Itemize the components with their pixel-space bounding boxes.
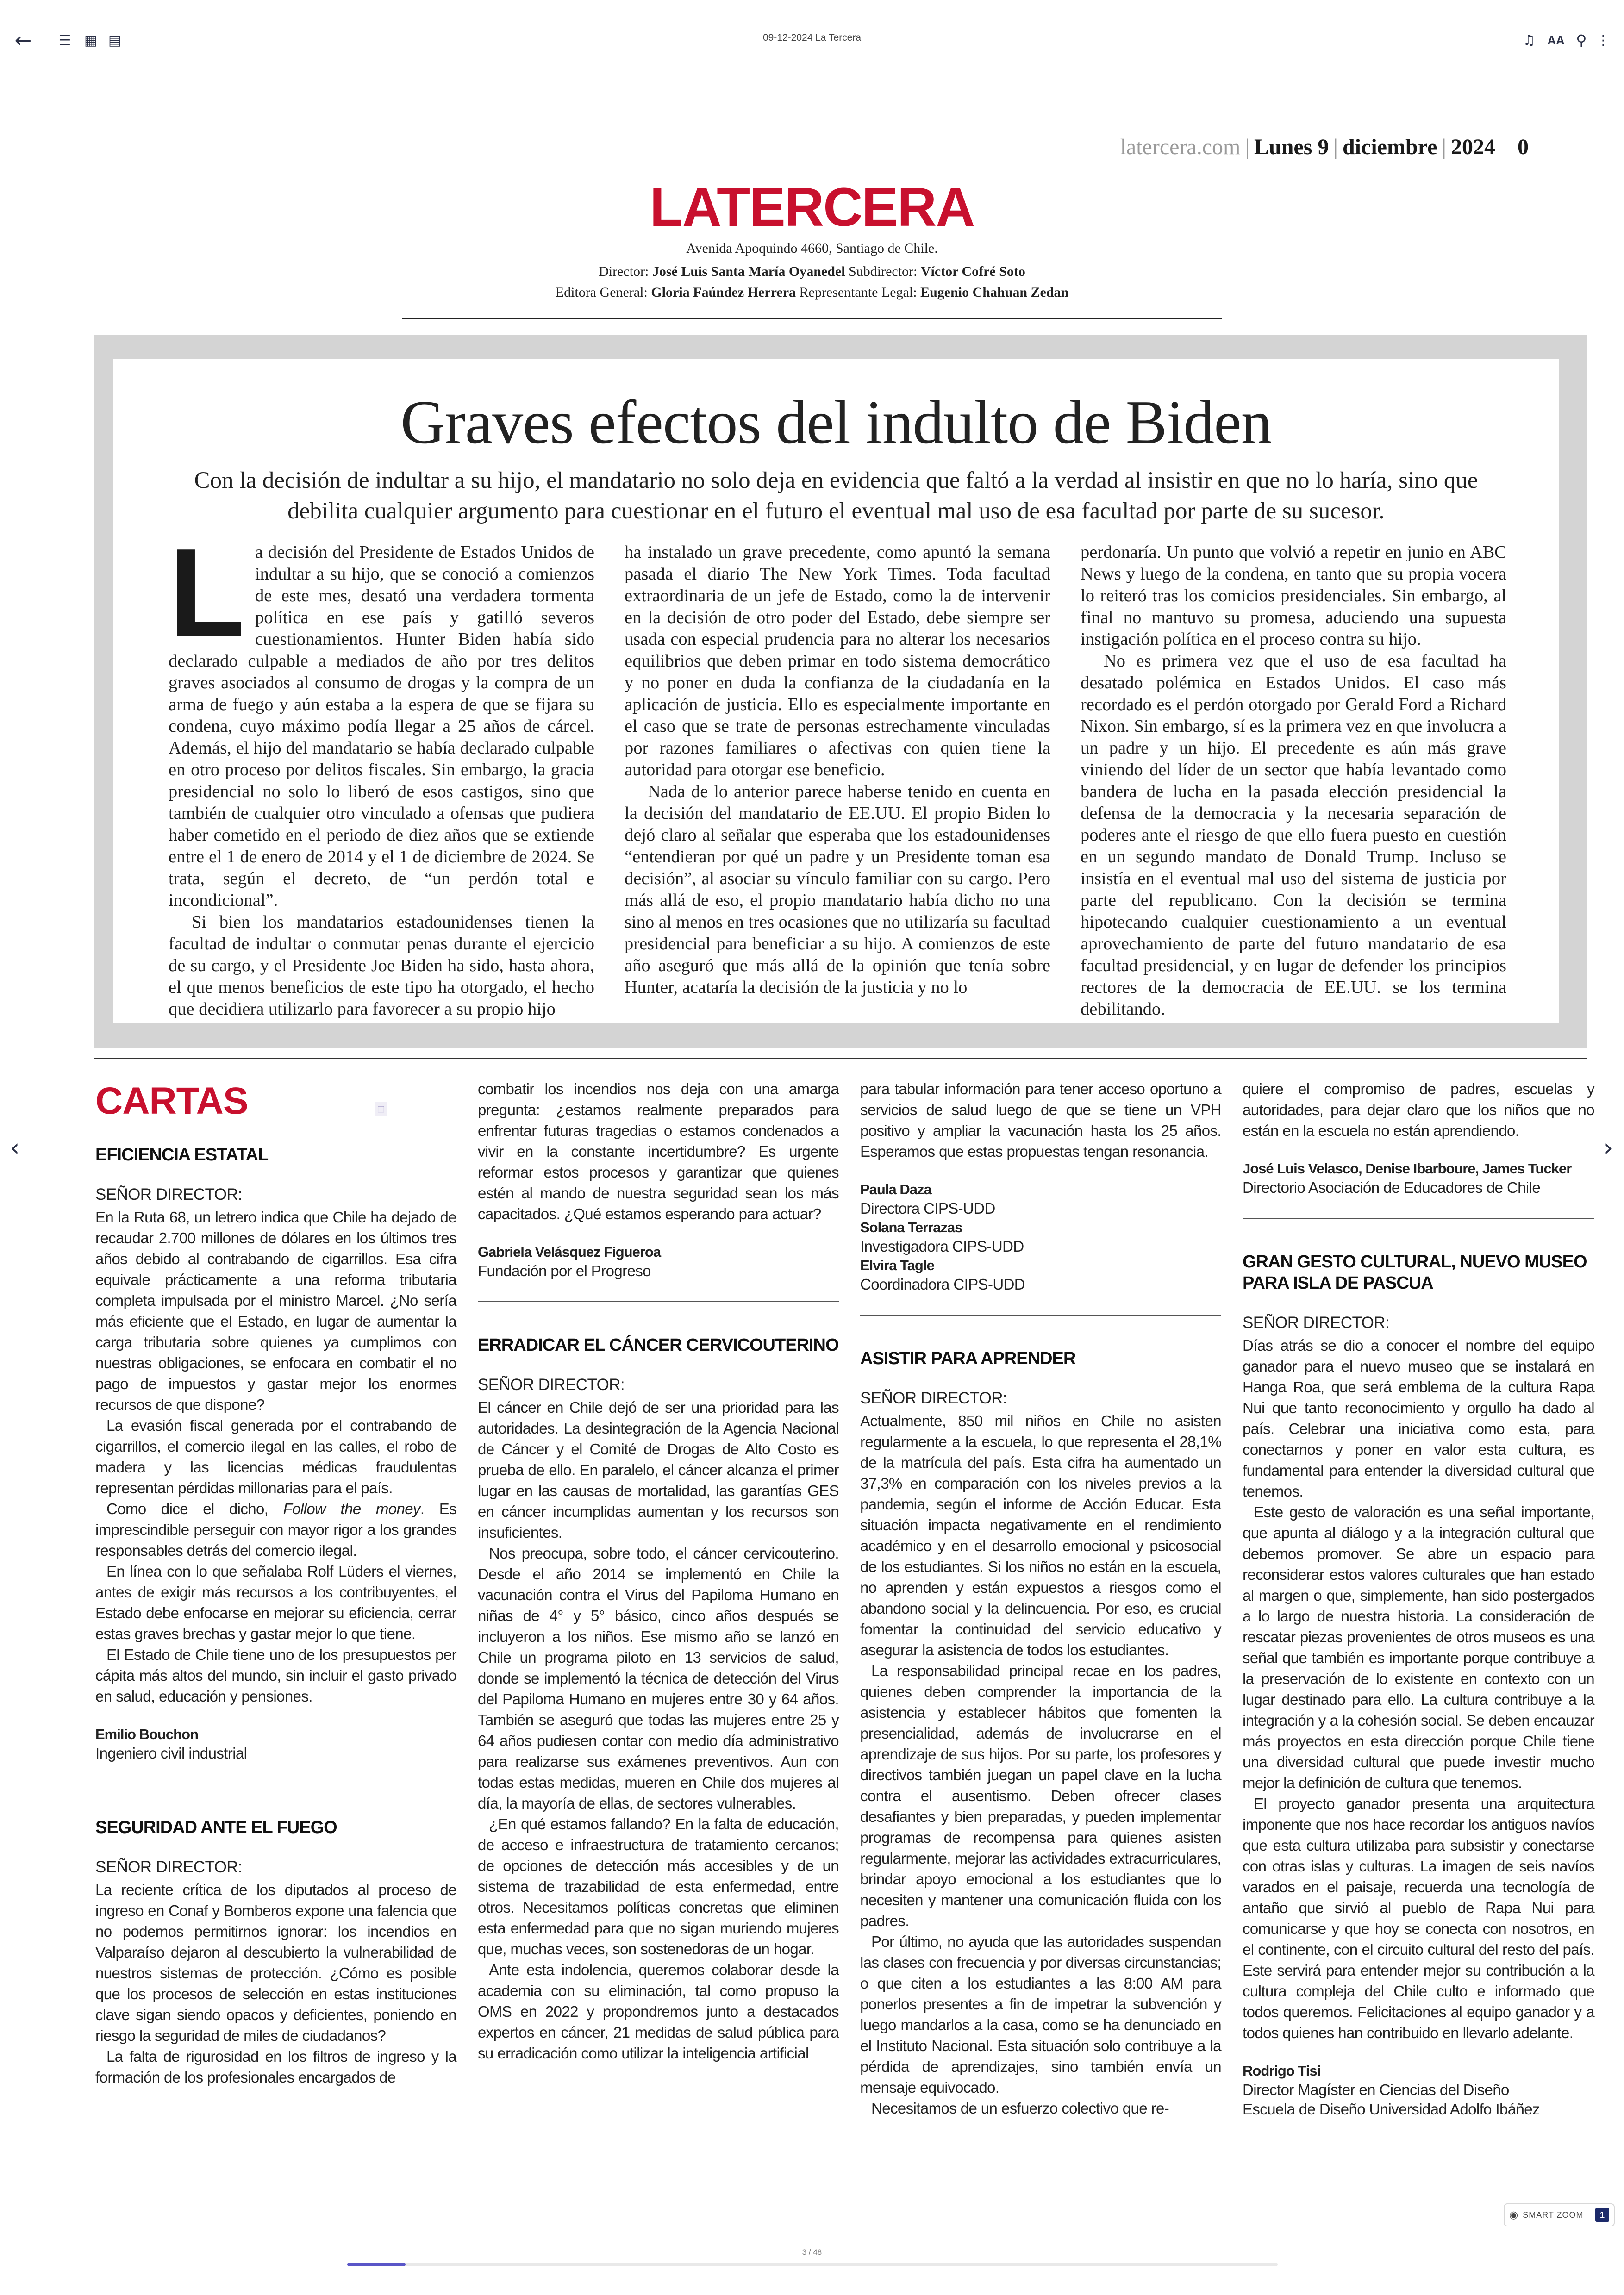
letters-column-4 — [1243, 1079, 1594, 2119]
letter-paragraph: para tabular información para tener acceso oportuno a servicios de salud luego de que se tiene un VPH positivo y ampliar la vacunación hasta los 25 años. Esperamos que estas propuestas tengan resonancia. — [860, 1080, 1221, 1160]
letter-signature-name: Elvira Tagle — [860, 1257, 934, 1273]
section-divider — [94, 1058, 1587, 1059]
letter-paragraph: La reciente crítica de los diputados al proceso de ingreso en Conaf y Bomberos expone una falencia que no podemos permitirnos ignorar: los incendios en Valparaíso dejaron al descubierto la vulnerabilidad de nuestros sistemas de protección. ¿Cómo es posible que los procesos de selección en estas instituciones clave sigan siendo opacos y deficientes, poniendo en riesgo la seguridad de miles de ciudadanos? — [95, 1881, 456, 2044]
letter-paragraph: El proyecto ganador presenta una arquitectura imponente que nos hace recordar los antiguos navíos que esta cultura utilizaba para subsistir y conectarse con otras islas y culturas. La imagen de seis navíos varados en el paisaje, recuerda una tecnología de antaño que sirvió al pueblo de Rapa Nui para comunicarse y que hoy se conecta con nosotros, en el continente, con el circuito cultural del resto del país. Este servirá para entender mejor su contribución a la cultura compleja del Chile culto e informado que todos queremos. Felicitaciones al equipo ganador y a todos quienes han contribuido en llevarlo adelante. — [1243, 1795, 1594, 2041]
letter-signature-role: Ingeniero civil industrial — [95, 1745, 247, 1762]
letter-salute: SEÑOR DIRECTOR: — [1243, 1314, 1390, 1332]
letter-title: EFICIENCIA ESTATAL — [95, 1145, 269, 1165]
editorial-dropcap: L — [169, 523, 245, 662]
letter-salute: SEÑOR DIRECTOR: — [95, 1858, 243, 1876]
masthead-logo: LATERCERA — [650, 177, 974, 238]
letter-signature-name: José Luis Velasco, Denise Ibarboure, James Tucker — [1243, 1160, 1572, 1177]
editorial-body — [169, 523, 1506, 1019]
letter-divider — [478, 1301, 839, 1302]
page-progress-fill — [347, 2263, 406, 2266]
editorial-paragraph: No es primera vez que el uso de esa facultad ha desatado polémica en Estados Unidos. El caso más recordado es el perdón otorgado por Gerald Ford a Richard Nixon. Sin embargo, sí es la primera vez en que involucra a un padre y un hijo. El precedente es aún más grave viniendo del líder de un sector que había levantado como bandera de lucha en la pasada elección presidencial la defensa de la democracia y la necesaria separación de poderes ante el riesgo de que ello fuera puesto en cuestión en un segundo mandato de Donald Trump. Incluso se insistía en el eventual mal uso del sistema de justicia por parte del republicano. Con la decisión se termina hipotecando cualquier cuestionamiento a un eventual aprovechamiento de parte del futuro mandatario de esa facultad presidencial, y en lugar de defender los principios rectores de la democracia de EE.UU. se los termina debilitando. — [1081, 651, 1506, 1019]
editorial-column-3 — [1081, 542, 1506, 1019]
masthead-divider — [402, 318, 1222, 319]
letter-signature-name: Solana Terrazas — [860, 1219, 962, 1235]
letter-paragraph: En línea con lo que señalaba Rolf Lüders el viernes, antes de exigir más recursos a los contribuyentes, el Estado debe enfocarse en mejorar su eficiencia, cerrar estas graves brechas y gastar mejor lo que tiene. — [95, 1563, 456, 1642]
headphones-icon[interactable]: ♫ — [1523, 32, 1536, 49]
newspaper-page[interactable] — [83, 102, 1594, 2194]
smart-zoom-button[interactable] — [1504, 2203, 1615, 2226]
page-progress-bar[interactable] — [347, 2263, 1278, 2266]
letter-signature-name: Rodrigo Tisi — [1243, 2063, 1321, 2079]
editorial-paragraph: Nada de lo anterior parece haberse tenido en cuenta en la decisión del mandatario de EE.UU. El propio Biden lo dejó claro al señalar que esperaba que los estadounidenses “entendieran por qué un padre y un Presidente toman esa decisión”, al asociar su vínculo familiar con su cargo. Pero más allá de eso, el propio mandatario había dicho no una sino al menos en tres ocasiones que no utilizaría su facultad presidencial para beneficiar a su hijo. A comienzos de este año aseguró que más allá de la opinión que tenía sobre Hunter, acataría la decisión de la justicia y no lo — [625, 782, 1050, 997]
letter-title: ASISTIR PARA APRENDER — [860, 1349, 1076, 1368]
letter-paragraph: El cáncer en Chile dejó de ser una prioridad para las autoridades. La desintegración de la Agencia Nacional de Cáncer y el Comité de Drogas de Alto Costo es prueba de ello. En paralelo, el cáncer alcanza el primer lugar en las causas de mortalidad, las garantías GES en cáncer incumplidas aumentan y los recursos son insuficientes. — [478, 1399, 839, 1541]
search-icon[interactable]: ⚲ — [1576, 31, 1587, 49]
smart-zoom-badge: 1 — [1595, 2208, 1609, 2222]
letters-column-1 — [95, 1144, 456, 2088]
editorial-paragraph: Si bien los mandatarios estadounidenses tienen la facultad de indultar o conmutar penas durante el ejercicio de su cargo, y el Presidente Joe Biden ha sido, hasta ahora, el que menos beneficios de este tipo ha otorgado, el hecho que decidiera utilizarlo para favorecer a su propio hijo — [169, 912, 594, 1019]
letters-section-title: CARTAS — [95, 1080, 248, 1122]
dateline-site: latercera.com — [1120, 135, 1241, 159]
letter-signature-role: Director Magíster en Ciencias del Diseño — [1243, 2081, 1509, 2098]
more-vertical-icon[interactable]: ⋮ — [1596, 32, 1610, 49]
letter-signature-role: Investigadora CIPS-UDD — [860, 1238, 1024, 1255]
letter-signature-name: Paula Daza — [860, 1181, 931, 1197]
eye-icon: ◉ — [1509, 2209, 1518, 2221]
letter-salute: SEÑOR DIRECTOR: — [860, 1389, 1007, 1407]
editorial-paragraph: ha instalado un grave precedente, como apuntó la semana pasada el diario The New York Times. Toda facultad extraordinaria de un jefe de Estado, como la de intervenir en la decisión de otro poder del Estado, debe siempre ser usada con especial prudencia para no alterar los necesarios equilibrios que deben primar en todo sistema democrático y no poner en duda la confianza de la ciudadanía en la aplicación de justicia. Ello es especialmente importante en el caso que se trate de personas estrechamente vinculadas por razones familiares o afectivas con quien tiene la autoridad para otorgar ese beneficio. — [625, 543, 1050, 780]
letter-paragraph: En la Ruta 68, un letrero indica que Chile ha dejado de recaudar 2.700 millones de dólares en los últimos tres años debido al contrabando de cigarrillos. Esa cifra equivale prácticamente a una reforma tributaria completa impulsada por el ministro Marcel. ¿No sería más eficiente que el Estado, en lugar de aumentar la carga tributaria sobre quienes ya cumplimos con nuestras obligaciones, se enfocara en combatir el no pago de impuestos y gastar mejor los enormes recursos de que dispone? — [95, 1209, 456, 1413]
letters-column-3 — [860, 1079, 1221, 2119]
list-icon[interactable]: ☰ — [58, 32, 71, 49]
editorial-article — [113, 359, 1559, 1023]
letter-paragraph: La falta de rigurosidad en los filtros de ingreso y la formación de los profesionales encargados de — [95, 2048, 456, 2086]
dateline-year: 2024 — [1451, 135, 1495, 159]
letter-paragraph: La responsabilidad principal recae en los padres, quienes deben comprender la importancia de la asistencia y establecer hábitos que fomenten la presencialidad, además de involucrarse en el aprendizaje de sus hijos. Por su parte, los profesores y directivos también juegan un papel clave en la lucha contra el ausentismo. Deben ofrecer clases desafiantes y bien preparadas, y pueden implementar programas de recompensa para quienes asisten regularmente, mejorar las actividades extracurriculares, brindar apoyo emocional a los estudiantes que lo necesiten y mantener una comunicación fluida con los padres. — [860, 1662, 1221, 1929]
masthead-address: Avenida Apoquindo 4660, Santiago de Chile. — [686, 241, 938, 256]
letter-paragraph: Ante esta indolencia, queremos colaborar desde la academia con su eliminación, tal como propuso la OMS en 2022 y propondremos junto a destacados expertos en cáncer, 21 medidas de salud pública para su erradicación como utilizar la inteligencia artificial — [478, 1961, 839, 2062]
letter-paragraph: quiere el compromiso de padres, escuelas y autoridades, para dejar claro que los niños que no están en la escuela no están aprendiendo. — [1243, 1080, 1594, 1139]
editorial-column-1 — [169, 523, 594, 1019]
dateline-month: diciembre — [1342, 135, 1437, 159]
editorial-headline: Graves efectos del indulto de Biden — [400, 388, 1272, 456]
letter-paragraph: Actualmente, 850 mil niños en Chile no asisten regularmente a la escuela, lo que representa el 28,1% de la matrícula del país. Esta cifra ha aumentado un 37,3% en comparación con los niveles previos a la pandemia, según el informe de Acción Educar. Esta situación impacta negativamente en el rendimiento académico y en el desarrollo emocional y psicosocial de los estudiantes. Si los niños no están en la escuela, no aprenden y están expuestos a riesgos como el abandono social y la delincuencia. Por eso, es crucial fomentar la continuidad del servicio educativo y asegurar la asistencia de todos los estudiantes. — [860, 1412, 1221, 1659]
arrow-left-icon[interactable]: ← — [14, 28, 32, 52]
masthead-directors: Director: José Luis Santa María Oyanedel Subdirector: Víctor Cofré Soto — [599, 264, 1025, 279]
editorial-paragraph: a decisión del Presidente de Estados Unidos de indultar a su hijo, que se conoció a comienzos de este mes, desató una verdadera tormenta política en ese país y gatilló severos cuestionamientos. Hunter Biden había sido declarado culpable a mediados de año por tres delitos graves asociados al consumo de drogas y la compra de un arma de fuego y aún estaba a la espera de que se fijara su condena, cuyo máximo podía llegar a 25 años de cárcel. Además, el hijo del mandatario se había declarado culpable en otro proceso por delitos fiscales. Sin embargo, la gracia presidencial no solo lo liberó de esos castigos, sino que también de cualquier otro vinculado a ofensas que pudiera haber cometido en el periodo de diez años que se extiende entre el 1 de enero de 2014 y el 1 de diciembre de 2024. Se trata, según el decreto, de “un perdón total e incondicional”. — [169, 543, 594, 910]
editorial-subheadline: Con la decisión de indultar a su hijo, el mandatario no solo deja en evidencia que faltó a la verdad al insistir en que no lo haría, sino que debilita cualquier argumento para cuestionar en el futuro el eventual mal uso de esa facultad por parte de su sucesor. — [194, 468, 1478, 524]
letter-paragraph: Por último, no ayuda que las autoridades suspendan las clases con frecuencia y por diversas circunstancias; o que citen a los estudiantes a las 8:00 AM para ponerlos presentes a fin de impetrar la subvención y luego mandarlos a la casa, como se ha denunciado en el Instituto Nacional. Esta situación solo contribuye a la pérdida de aprendizajes, sino también envía un mensaje equivocado. — [860, 1933, 1221, 2096]
letter-signature-role: Coordinadora CIPS-UDD — [860, 1276, 1025, 1293]
letter-title: ERRADICAR EL CÁNCER CERVICOUTERINO — [478, 1335, 839, 1355]
letter-salute: SEÑOR DIRECTOR: — [478, 1376, 625, 1394]
letter-title: SEGURIDAD ANTE EL FUEGO — [95, 1818, 337, 1837]
letter-signature-name: Gabriela Velásquez Figueroa — [478, 1244, 661, 1260]
letter-divider — [1243, 1218, 1594, 1219]
font-size-button[interactable]: AA — [1547, 33, 1565, 47]
note-icon[interactable]: □ — [375, 1102, 387, 1116]
edition-title: 09-12-2024 La Tercera — [762, 32, 862, 43]
letter-paragraph: ¿En qué estamos fallando? En la falta de educación, de acceso e infraestructura de tratamiento cercanos; de opciones de detección más accesibles y de un sistema de trazabilidad de esta enfermedad, entre otros. Necesitamos políticas concretas que eliminen esta enfermedad para que no sigan muriendo mujeres que, muchas veces, son sostenedoras de un hogar. — [478, 1815, 839, 1958]
letter-title: GRAN GESTO CULTURAL, NUEVO MUSEO PARA ISLA DE PASCUA — [1243, 1252, 1587, 1293]
page-view-icon[interactable]: ▤ — [108, 32, 122, 49]
letter-paragraph: Nos preocupa, sobre todo, el cáncer cervicouterino. Desde el año 2014 se implementó en Chile la vacunación contra el Virus del Papiloma Humano en niñas de 4° y 5° básico, cinco años después se incluyeron a los niños. Ese mismo año se lanzó en Chile un programa piloto en 13 servicios de salud, donde se implementó la técnica de detección del Virus del Papiloma Humano en mujeres entre 30 y 64 años. También se aseguró que todas las mujeres entre 25 y 64 años pudiesen contar con medio día administrativo para realizarse sus exámenes preventivos. Aun con todas estas medidas, mueren en Chile dos mujeres al día, la mayoría de ellas, de sectores vulnerables. — [478, 1545, 839, 1812]
chevron-left-icon[interactable]: ‹ — [10, 1134, 20, 1162]
letter-signature-name: Emilio Bouchon — [95, 1726, 198, 1742]
editorial-column-2 — [625, 542, 1050, 1004]
dateline: latercera.com | Lunes 9 | diciembre | 2024 0 — [1120, 135, 1529, 159]
smart-zoom-label: SMART ZOOM — [1523, 2210, 1584, 2220]
letter-divider — [860, 1315, 1221, 1316]
letter-signature-role: Directorio Asociación de Educadores de Chile — [1243, 1179, 1541, 1196]
page-counter: 3 / 48 — [802, 2248, 822, 2257]
editorial-paragraph: perdonaría. Un punto que volvió a repetir en junio en ABC News y luego de la condena, en tanto que su propia vocera lo reiteró tras los comicios presidenciales. Sin embargo, al final no mantuvo su promesa, aduciendo una supuesta instigación política en el proceso contra su hijo. — [1081, 543, 1506, 649]
letters-column-2 — [478, 1079, 839, 2064]
letter-paragraph: Como dice el dicho, Follow the money. Es imprescindible perseguir con mayor rigor a los grandes responsables detrás del comercio ilegal. — [95, 1500, 457, 1559]
letter-signature-role: Directora CIPS-UDD — [860, 1200, 995, 1217]
dateline-page-number: 0 — [1518, 135, 1529, 159]
letter-paragraph: Días atrás se dio a conocer el nombre del equipo ganador para el nuevo museo que se instalará en Hanga Roa, que será emblema de la cultura Rapa Nui que tanto reconocimiento y orgullo ha dado al país. Celebrar una iniciativa como esta, para conectarnos y poner en valor esta cultura, es fundamental para entender la diversidad cultural que tenemos. — [1243, 1337, 1594, 1500]
letter-signature-role: Escuela de Diseño Universidad Adolfo Ibáñez — [1243, 2101, 1540, 2118]
letter-paragraph: Necesitamos de un esfuerzo colectivo que re- — [871, 2100, 1169, 2117]
letter-paragraph: combatir los incendios nos deja con una amarga pregunta: ¿estamos realmente preparados para enfrentar futuras tragedias o estamos condenados a vivir en la constante incertidumbre? Es urgente reformar estos procesos y garantizar que quienes estén al mando de nuestra seguridad sean los más capacitados. ¿Qué estamos esperando para actuar? — [478, 1080, 839, 1222]
letter-paragraph: Este gesto de valoración es una señal importante, que apunta al diálogo y a la integración cultural que debemos promover. Se abre un espacio para reconsiderar estos valores culturales que han estado al margen o que, simplemente, han sido postergados a lo largo de nuestra historia. La consideración de rescatar piezas provenientes de otros museos es una señal que también es importante porque contribuye a la preservación de lo existente en contexto con un lugar destinado para ello. La cultura contribuye a la integración y a la cohesión social. Se deben encauzar más proyectos en esta dirección porque Chile tiene una diversidad cultural que puede investir mucho mejor la definición de cultura que tenemos. — [1243, 1503, 1594, 1791]
chevron-right-icon[interactable]: › — [1603, 1134, 1613, 1162]
letter-signature-role: Fundación por el Progreso — [478, 1262, 651, 1279]
grid-icon[interactable]: ▦ — [84, 32, 98, 49]
letter-paragraph: La evasión fiscal generada por el contrabando de cigarrillos, el comercio ilegal en las calles, el robo de madera y las licencias médicas fraudulentas representan pérdidas millonarias para el país. — [95, 1417, 456, 1497]
letter-salute: SEÑOR DIRECTOR: — [95, 1185, 243, 1204]
dateline-day: Lunes 9 — [1254, 135, 1329, 159]
reader-toolbar — [0, 0, 1624, 79]
masthead-editors: Editora General: Gloria Faúndez Herrera Representante Legal: Eugenio Chahuan Zedan — [555, 285, 1069, 300]
letter-paragraph: El Estado de Chile tiene uno de los presupuestos per cápita más altos del mundo, sin incluir el gasto privado en salud, educación y pensiones. — [95, 1646, 456, 1705]
